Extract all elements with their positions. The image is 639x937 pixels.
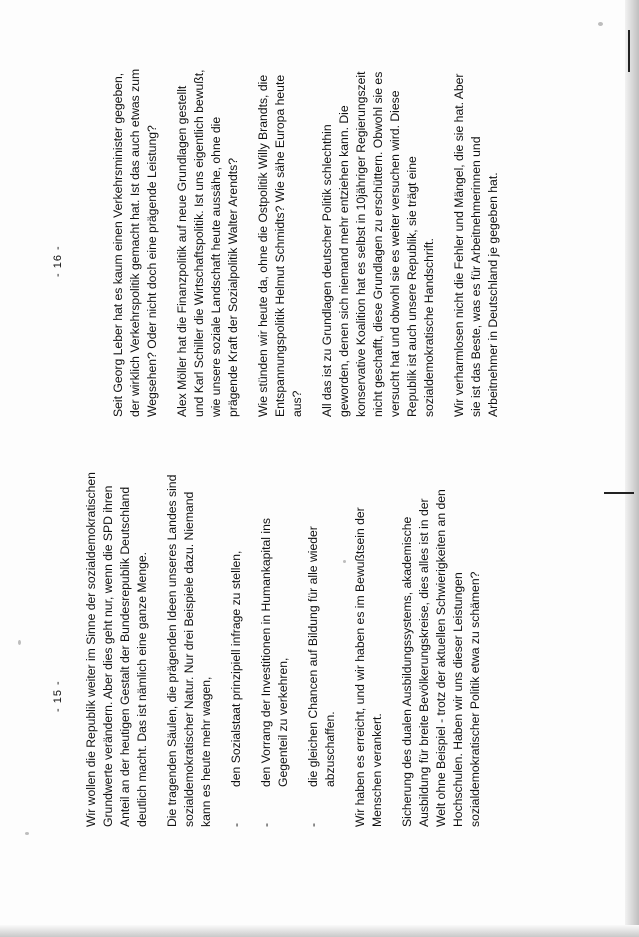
right-column	[110, 65, 515, 417]
page-number: - 15 -	[52, 680, 64, 712]
paragraph: Wir haben es erreicht, und wir haben es im Bewußtsein der Menschen verankert.	[353, 507, 384, 827]
paragraph: Wir verharmlosen nicht die Fehler und Mängel, die sie hat. Aber sie ist das Beste, was es für Arbeitnehmerinnen und Arbeitnehmer in Deutschland je gegeben hat.	[452, 73, 500, 417]
bullet-dash: -	[259, 822, 273, 827]
list-item-text: den Sozialstaat prinzipiell infrage zu stellen,	[229, 550, 243, 787]
paragraph: Die tragenden Säulen, die prägenden Ideen unseres Landes sind sozialdemokratischer Natur. Nur drei Beispiele dazu. Niemand kann es heute mehr wagen,	[165, 474, 213, 827]
left-column	[83, 472, 497, 827]
paragraph: Wie stünden wir heute da, ohne die Ostpolitik Willy Brandts, die Entspannungspolitik Helmut Schmidts? Wie sähe Europa heute aus?	[256, 74, 304, 417]
paragraph: Wir wollen die Republik weiter im Sinne der sozialdemokratischen Grundwerte verändern. Aber dies geht nur, wenn die SPD ihren Anteil an der heutigen Gestalt der Bundesrepublik Deutschland deutlich macht. Das ist nämlich eine ganze Menge.	[84, 472, 149, 827]
paragraph: Seit Georg Leber hat es kaum einen Verkehrsminister gegeben, der wirklich Verkehrspolitik gemacht hat. Ist das auch etwas zum Wegsehen? Oder nicht doch eine prägende Leistung?	[111, 68, 159, 417]
bullet-dash: -	[229, 822, 243, 827]
list-item	[228, 472, 245, 827]
list-item	[258, 472, 292, 827]
list-item-text: den Vorrang der Investitionen in Humankapital ins Gegenteil zu verkehren,	[259, 518, 290, 787]
paragraph: Alex Möller hat die Finanzpolitik auf neue Grundlagen gestellt und Karl Schiller die Wirtschaftspolitik. Ist uns eigentlich bewußt, wie unsere soziale Landschaft heute aussähe, ohne die prägende Kraft der Sozialpolitik Walter Arendts?	[175, 69, 240, 417]
bullet-list	[228, 472, 339, 827]
page-number: - 16 -	[52, 245, 64, 277]
paragraph: Sicherung des dualen Ausbildungssystems, akademische Ausbildung für breite Bevölkerungskreise, dies alles ist in der Welt ohne Beispiel - trotz der aktuellen Schwierigkeiten an den Hochschulen. Haben wir uns dieser Leistungen sozialdemokratischer Politik etwa zu schämen?	[400, 489, 482, 827]
list-item-text: die gleichen Chancen auf Bildung für alle wieder abzuschaffen.	[306, 526, 337, 787]
list-item	[305, 472, 339, 827]
paragraph: All das ist zu Grundlagen deutscher Politik schlechthin geworden, denen sich niemand mehr entziehen kann. Die konservative Koalition hat es selbst in 10jähriger Regierungszeit nicht geschafft, diese Grundlagen zu erschüttern. Obwohl sie es versucht hat und obwohl sie es weiter versuchen wird. Diese Republik ist auch unsere Republik, sie trägt eine sozialdemokratische Handschrift.	[320, 71, 436, 417]
bullet-dash: -	[306, 822, 320, 827]
